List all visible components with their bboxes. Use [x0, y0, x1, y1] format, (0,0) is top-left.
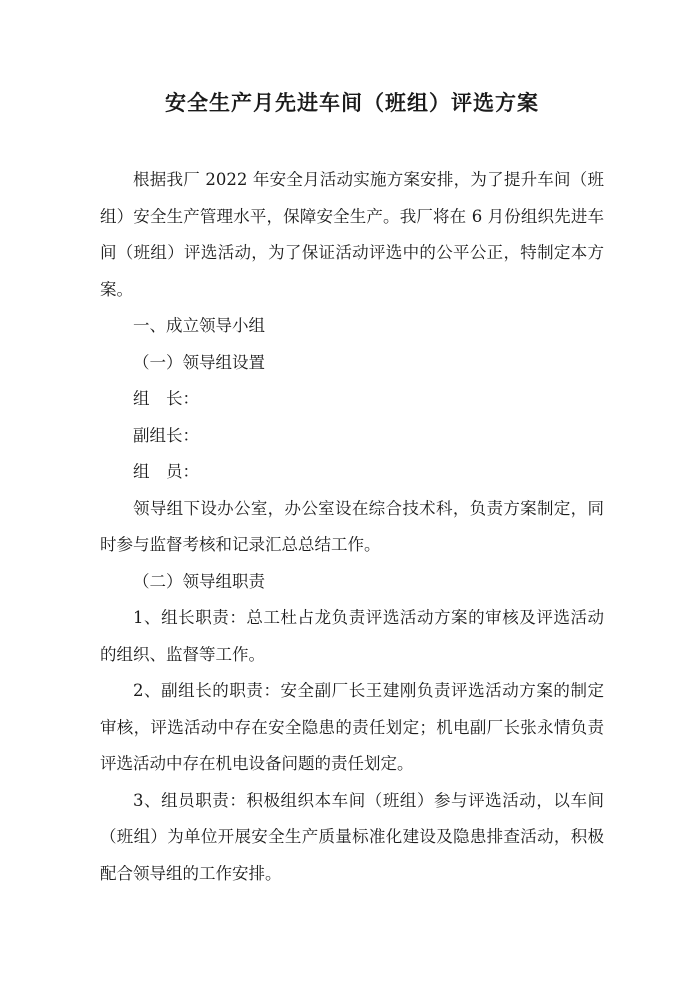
subsection-heading-group-duties: （二）领导组职责	[133, 571, 265, 591]
subsection-heading-group-setup: （一）领导组设置	[133, 352, 265, 372]
office-paragraph: 领导组下设办公室，办公室设在综合技术科，负责方案制定，同时参与监督考核和记录汇总总结工作。	[100, 498, 604, 554]
field-deputy-leader: 副组长：	[133, 425, 199, 445]
document-title: 安全生产月先进车间（班组）评选方案	[165, 90, 539, 115]
duty-item-leader: 1、组长职责：总工杜占龙负责评选活动方案的审核及评选活动的组织、监督等工作。	[100, 608, 604, 664]
section-heading-leadership-group: 一、成立领导小组	[133, 316, 265, 335]
duty-item-members: 3、组员职责：积极组织本车间（班组）参与评选活动，以车间（班组）为单位开展安全生产质量标准化建设及隐患排查活动，积极配合领导组的工作安排。	[100, 790, 604, 883]
document-body	[100, 162, 604, 892]
intro-paragraph: 根据我厂 2022 年安全月活动实施方案安排，为了提升车间（班组）安全生产管理水平，保障安全生产。我厂将在 6 月份组织先进车间（班组）评选活动，为了保证活动评选中的公平公正，特制定本方案。	[100, 170, 604, 299]
field-group-members: 组 员：	[133, 462, 199, 481]
field-group-leader: 组 长：	[133, 389, 199, 408]
duty-item-deputy-leader: 2、副组长的职责：安全副厂长王建刚负责评选活动方案的制定审核，评选活动中存在安全隐患的责任划定；机电副厂长张永情负责评选活动中存在机电设备问题的责任划定。	[100, 681, 604, 773]
